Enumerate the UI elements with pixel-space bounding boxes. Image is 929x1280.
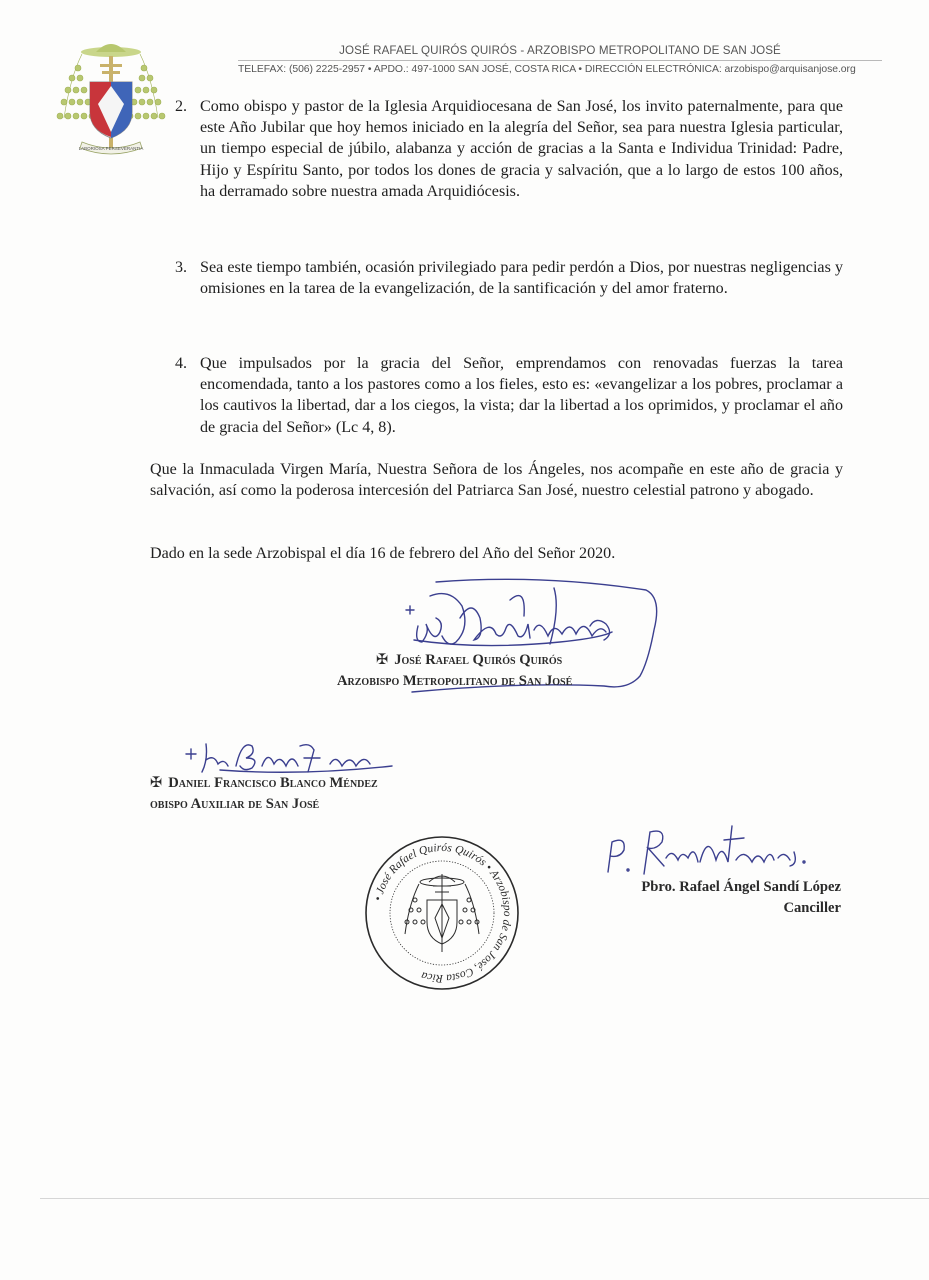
letterhead-title: JOSÉ RAFAEL QUIRÓS QUIRÓS - ARZOBISPO METROPOLITANO DE SAN JOSÉ [339,44,781,57]
item-text: Como obispo y pastor de la Iglesia Arquidiocesana de San José, los invito paternalmente, para que este Año Jubilar que hoy hemos iniciado en la alegría del Señor, sea para nuestra Iglesia particular, un tiempo especial de júbilo, alabanza y acción de gracias a la Santa e Individua Trinidad: Padre, Hijo y Espíritu Santo, por todos los dones de gracia y salvación, que a lo largo de estos 100 años, ha derramado sobre nuestra amada Arquidiócesis. [200,98,843,200]
item-number: 3. [175,259,188,276]
item-number: 4. [175,355,188,372]
closing-paragraph: Que la Inmaculada Virgen María, Nuestra Señora de los Ángeles, nos acompañe en este año de gracia y salvación, así como la poderosa intercesión del Patriarca San José, nuestro celestial patrono y abogado. [150,461,843,500]
list-item [175,257,843,299]
auxiliary-bishop-signature [180,736,400,778]
item-text: Que impulsados por la gracia del Señor, emprendamos con renovadas fuerzas la tarea encomendada, tanto a los pastores como a los fieles, esto es: «evangelizar a los pobres, proclamar a los cautivos la libertad, dar a los ciegos, la vista; dar la libertad a los oprimidos, y proclamar el año de gracia del Señor» (Lc 4, 8). [200,355,843,436]
archdiocese-seal [363,834,521,992]
seal-ring-text: • José Rafael Quirós Quirós • Arzobispo de San José, Costa Rica [372,841,514,985]
list-item [175,96,843,202]
cross-icon: ✠ [376,652,389,668]
chancellor-name: Pbro. Rafael Ángel Sandí López [641,879,841,895]
auxiliary-bishop-name-text: Daniel Francisco Blanco Méndez [168,775,378,791]
letterhead-contact: TELEFAX: (506) 2225-2957 • APDO.: 497-1000 SAN JOSÉ, COSTA RICA • DIRECCIÓN ELECTRÓNICA: arzobispo@arquisanjose.org [238,64,856,75]
archbishop-name [376,650,562,671]
item-number: 2. [175,98,188,115]
list-item [175,353,843,438]
item-text: Sea este tiempo también, ocasión privilegiado para pedir perdón a Dios, por nuestras negligencias y omisiones en la tarea de la evangelización, de la santificación y del amor fraterno. [200,259,843,298]
coat-of-arms-logo [52,38,170,162]
letterhead-divider [238,60,882,61]
auxiliary-bishop-title: obispo Auxiliar de San José [150,796,320,812]
coat-ribbon-text: LABORIOSA PERSEVERANTIA [78,146,144,151]
chancellor-title: Canciller [783,900,841,916]
footer-divider [40,1198,929,1199]
cross-icon: ✠ [150,775,163,791]
letterhead [238,44,882,75]
dated-line: Dado en la sede Arzobispal el día 16 de febrero del Año del Señor 2020. [150,545,616,562]
archbishop-title: Arzobispo Metropolitano de San José [337,673,573,689]
archbishop-name-text: José Rafael Quirós Quirós [394,652,563,668]
auxiliary-bishop-name [150,773,378,794]
chancellor-signature [598,822,828,880]
